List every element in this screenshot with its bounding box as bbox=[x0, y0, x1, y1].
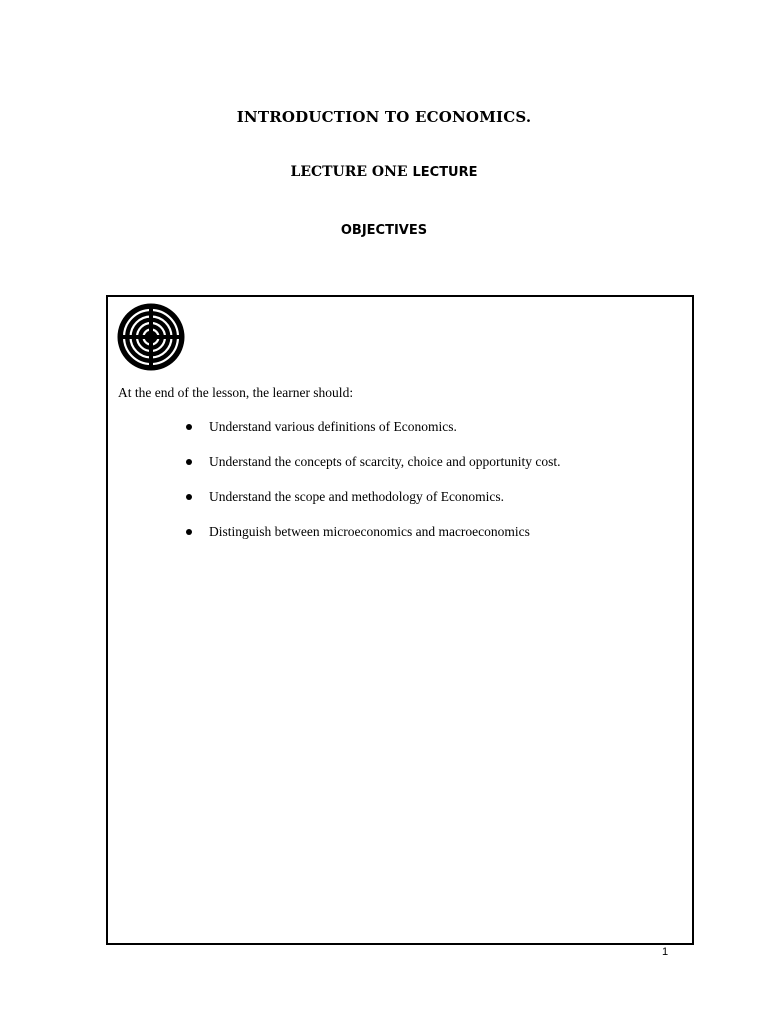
bullet-icon bbox=[186, 459, 192, 465]
bullet-icon bbox=[186, 494, 192, 500]
page-number: 1 bbox=[662, 946, 669, 958]
lecture-heading-suffix: LECTURE bbox=[412, 165, 478, 180]
bullet-icon bbox=[186, 529, 192, 535]
lecture-heading bbox=[0, 164, 768, 180]
target-icon bbox=[117, 303, 185, 371]
objective-text: Understand the scope and methodology of Economics. bbox=[209, 489, 505, 504]
document-title: INTRODUCTION TO ECONOMICS. bbox=[236, 108, 532, 126]
objective-text: Distinguish between microeconomics and macroeconomics bbox=[209, 524, 530, 539]
objectives-heading: OBJECTIVES bbox=[340, 223, 428, 238]
objective-text: Understand various definitions of Economics. bbox=[209, 419, 457, 434]
bullet-icon bbox=[186, 424, 192, 430]
objective-text: Understand the concepts of scarcity, choice and opportunity cost. bbox=[209, 454, 561, 469]
lecture-heading-main: LECTURE ONE bbox=[290, 164, 408, 180]
objectives-intro: At the end of the lesson, the learner should: bbox=[118, 385, 354, 400]
objectives-box bbox=[106, 295, 694, 945]
